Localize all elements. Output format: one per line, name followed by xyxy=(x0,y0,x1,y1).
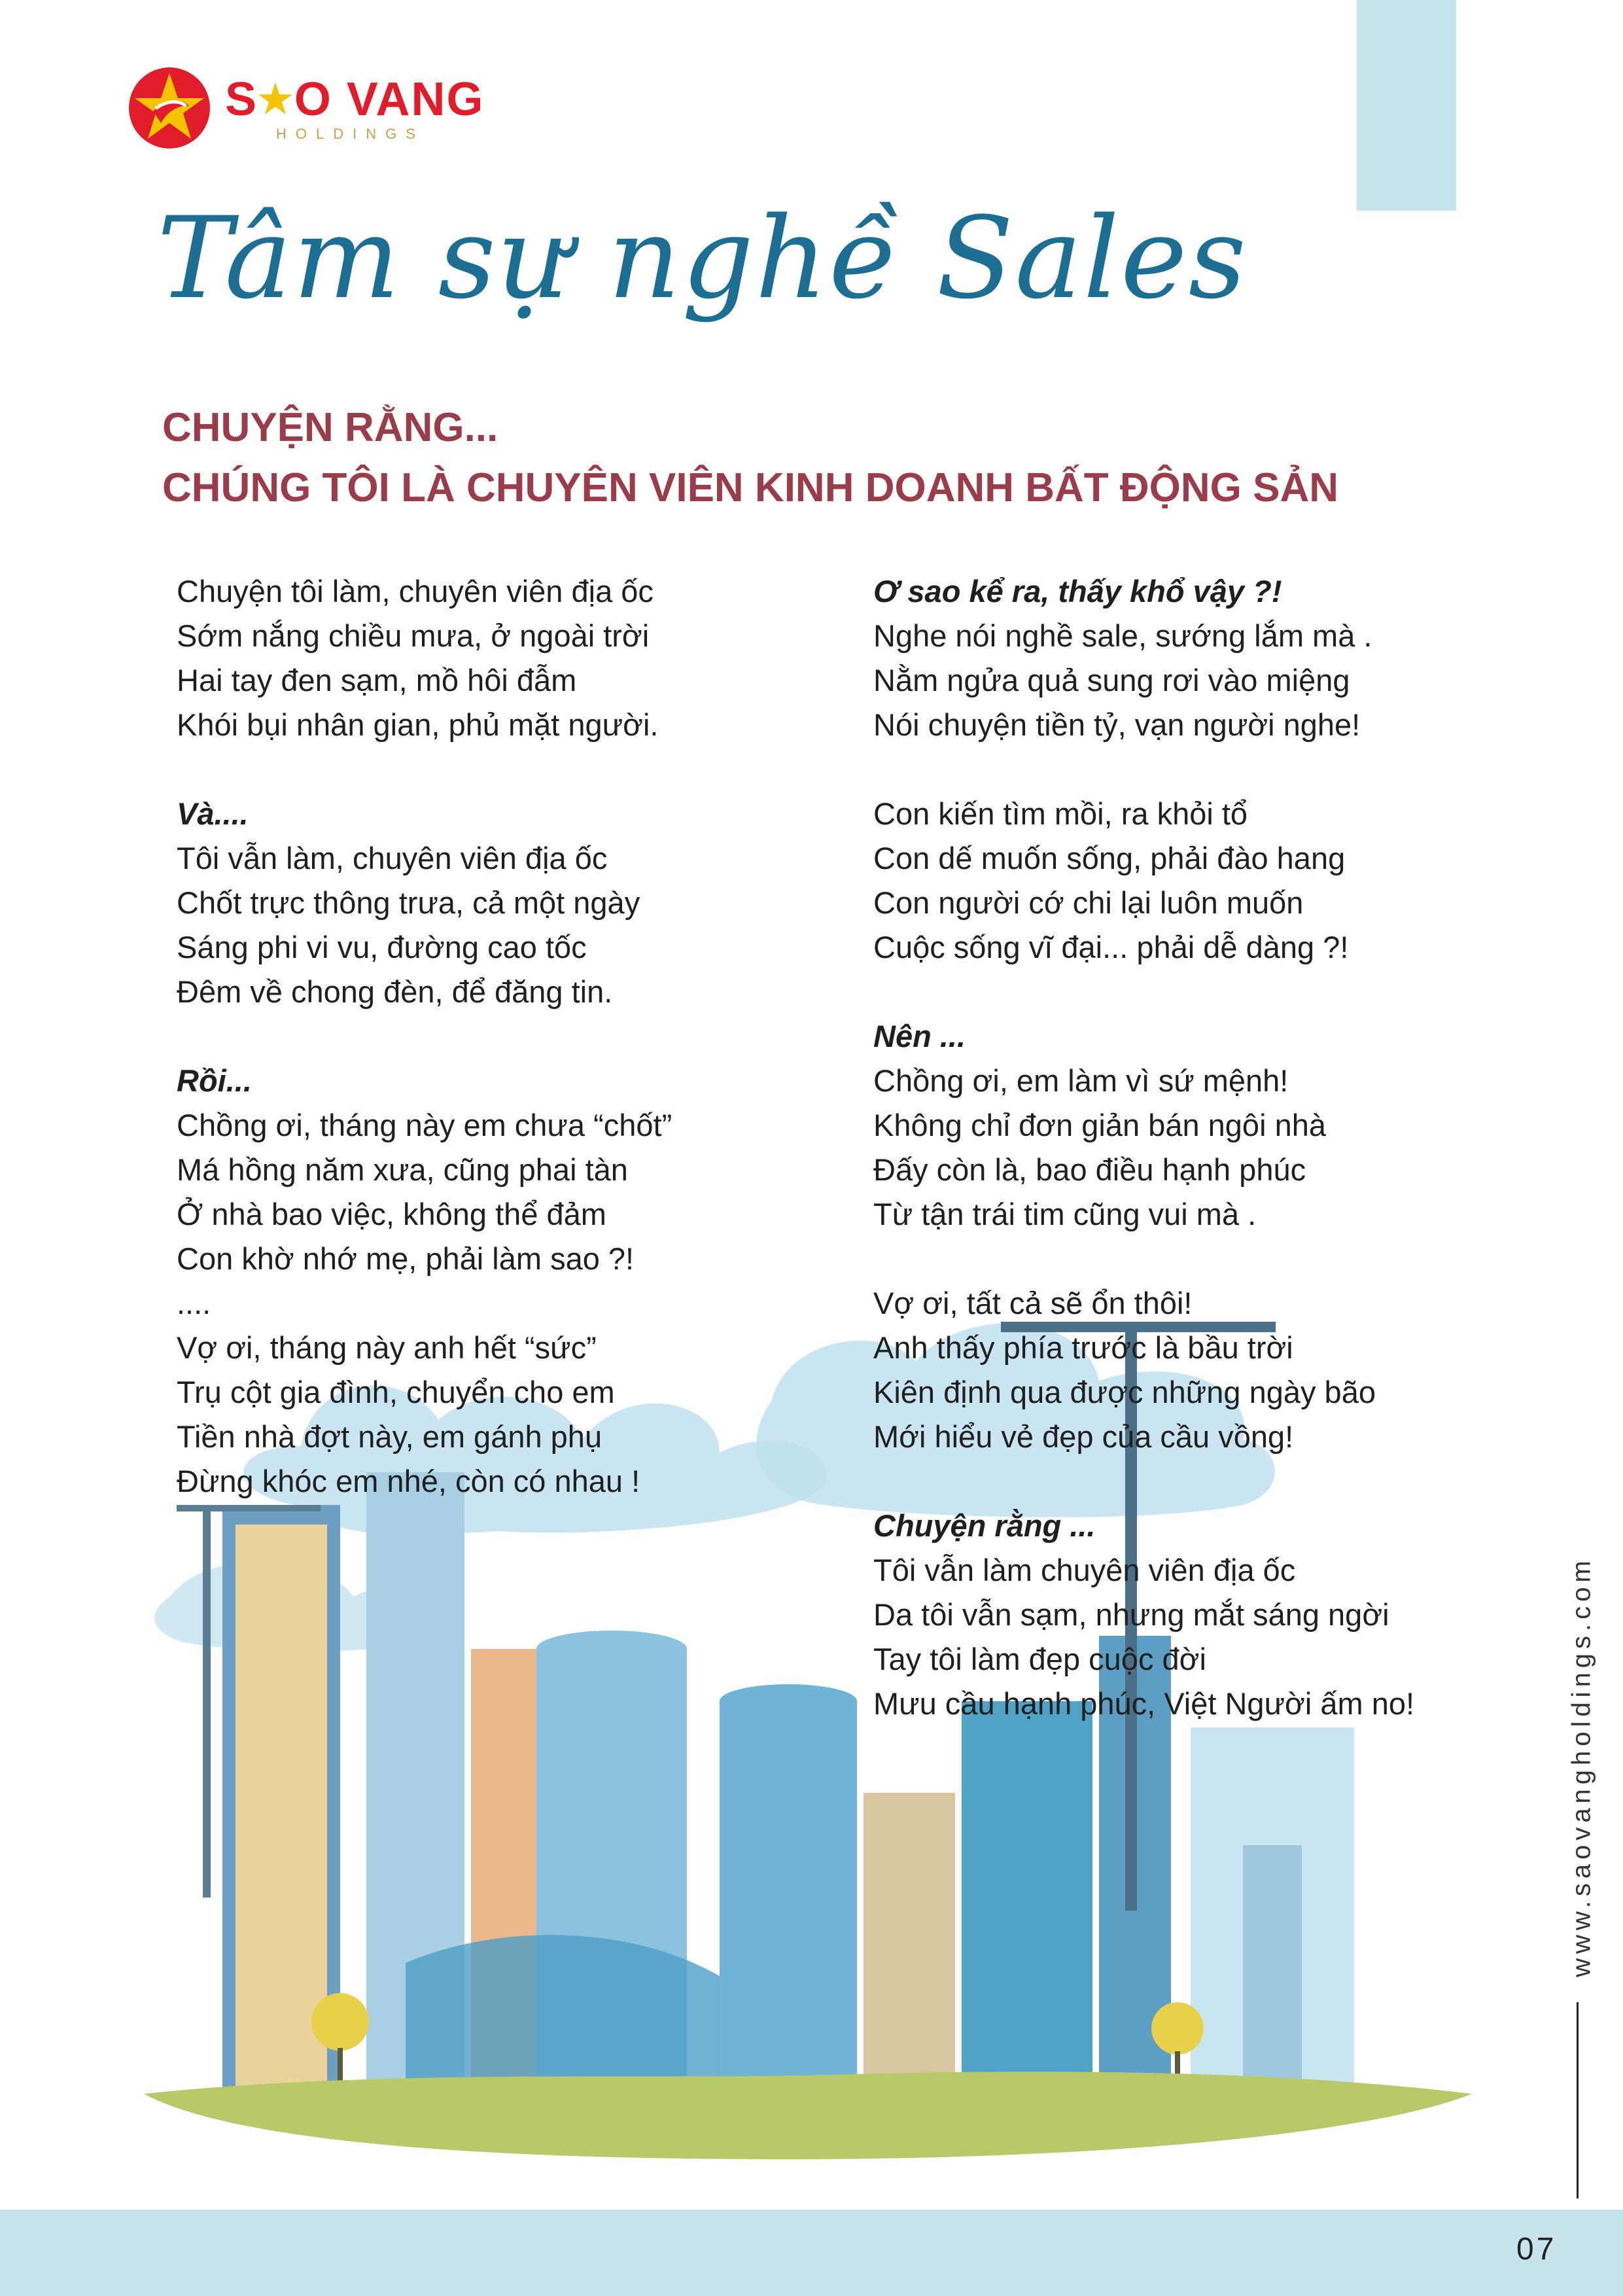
poem-line: .... xyxy=(177,1286,211,1320)
heading-line-1: CHUYỆN RẰNG... xyxy=(162,405,498,450)
brand-wordmark: S★O VANG xyxy=(225,73,485,126)
stanza xyxy=(177,792,672,1014)
poem-line: Trụ cột gia đình, chuyển cho em xyxy=(177,1375,615,1409)
top-decorative-tab xyxy=(1357,0,1456,211)
stanza-lead: Và.... xyxy=(177,796,249,831)
poem-line: Sáng phi vi vu, đường cao tốc xyxy=(177,930,587,964)
poem-line: Cuộc sống vĩ đại... phải dễ dàng ?! xyxy=(873,930,1349,964)
poem-line: Khói bụi nhân gian, phủ mặt người. xyxy=(177,707,659,742)
poem-line: Con kiến tìm mồi, ra khỏi tổ xyxy=(873,796,1248,831)
poem-line: Mưu cầu hạnh phúc, Việt Người ấm no! xyxy=(873,1686,1415,1721)
poem-line: Đừng khóc em nhé, còn có nhau ! xyxy=(177,1464,640,1498)
poem-line: Tay tôi làm đẹp cuộc đời xyxy=(873,1642,1206,1676)
stanza xyxy=(177,569,672,747)
star-icon: ★ xyxy=(258,77,294,121)
poem-line: Nghe nói nghề sale, sướng lắm mà . xyxy=(873,618,1372,653)
poem-line: Con dế muốn sống, phải đào hang xyxy=(873,841,1346,875)
poem-line: Chồng ơi, tháng này em chưa “chốt” xyxy=(177,1108,672,1142)
stanza xyxy=(873,1504,1414,1726)
poem-line: Sớm nắng chiều mưa, ở ngoài trời xyxy=(177,618,650,653)
brand-subtitle: HOLDINGS xyxy=(276,126,425,142)
poem-line: Tôi vẫn làm chuyên viên địa ốc xyxy=(873,1553,1296,1587)
poem-line: Ở nhà bao việc, không thể đảm xyxy=(177,1197,606,1231)
poem-line: Không chỉ đơn giản bán ngôi nhà xyxy=(873,1108,1326,1142)
poem-line: Đêm về chong đèn, để đăng tin. xyxy=(177,974,613,1009)
poem-line: Đấy còn là, bao điều hạnh phúc xyxy=(873,1152,1306,1187)
poem-line: Hai tay đen sạm, mồ hôi đẫm xyxy=(177,663,577,698)
side-divider xyxy=(1577,2002,1579,2199)
poem-line: Da tôi vẫn sạm, nhưng mắt sáng ngời xyxy=(873,1597,1389,1632)
poem-line: Chuyện tôi làm, chuyên viên địa ốc xyxy=(177,574,654,609)
sao-vang-emblem-icon xyxy=(127,65,212,150)
stanza-lead: Rồi... xyxy=(177,1063,252,1098)
stanza xyxy=(177,1059,672,1504)
website-url[interactable] xyxy=(1562,1557,1601,1976)
poem-line: Mới hiểu vẻ đẹp của cầu vồng! xyxy=(873,1419,1294,1454)
poem-line: Tôi vẫn làm, chuyên viên địa ốc xyxy=(177,841,608,875)
poem-line: Tiền nhà đợt này, em gánh phụ xyxy=(177,1419,602,1454)
poem-line: Con khờ nhớ mẹ, phải làm sao ?! xyxy=(177,1241,635,1276)
poem-line: Con người cớ chi lại luôn muốn xyxy=(873,885,1304,920)
poem-line: Vợ ơi, tháng này anh hết “sức” xyxy=(177,1330,597,1365)
footer-band xyxy=(0,2210,1623,2296)
poem-line: Kiên định qua được những ngày bão xyxy=(873,1375,1376,1409)
poem-line: Má hồng năm xưa, cũng phai tàn xyxy=(177,1152,628,1187)
poem-line: Nằm ngửa quả sung rơi vào miệng xyxy=(873,663,1350,698)
stanza xyxy=(873,792,1414,970)
stanza xyxy=(873,1281,1414,1459)
page-title: Tâm sự nghề Sales xyxy=(157,192,1248,324)
stanza xyxy=(873,569,1414,747)
poem-left-column xyxy=(177,569,672,1548)
poem-line: Anh thấy phía trước là bầu trời xyxy=(873,1330,1293,1365)
poem-line: Nói chuyện tiền tỷ, vạn người nghe! xyxy=(873,707,1361,742)
stanza-lead: Chuyện rằng ... xyxy=(873,1508,1096,1543)
website-url-text[interactable]: www.saovangholdings.com xyxy=(1567,1556,1596,1977)
stanza-lead: Nên ... xyxy=(873,1019,966,1053)
poem-line: Chồng ơi, em làm vì sứ mệnh! xyxy=(873,1063,1289,1098)
heading-line-2: CHÚNG TÔI LÀ CHUYÊN VIÊN KINH DOANH BẤT ĐỘNG SẢN xyxy=(162,465,1339,510)
article-heading xyxy=(162,398,1338,518)
poem-line: Vợ ơi, tất cả sẽ ổn thôi! xyxy=(873,1286,1193,1320)
poem-line: Chốt trực thông trưa, cả một ngày xyxy=(177,885,640,920)
stanza xyxy=(873,1014,1414,1237)
stanza-lead: Ơ sao kể ra, thấy khổ vậy ?! xyxy=(873,574,1282,609)
brand-logo[interactable] xyxy=(127,65,485,150)
page-number: 07 xyxy=(1516,2232,1557,2267)
poem-line: Từ tận trái tim cũng vui mà . xyxy=(873,1197,1257,1231)
poem-right-column xyxy=(873,569,1414,1771)
